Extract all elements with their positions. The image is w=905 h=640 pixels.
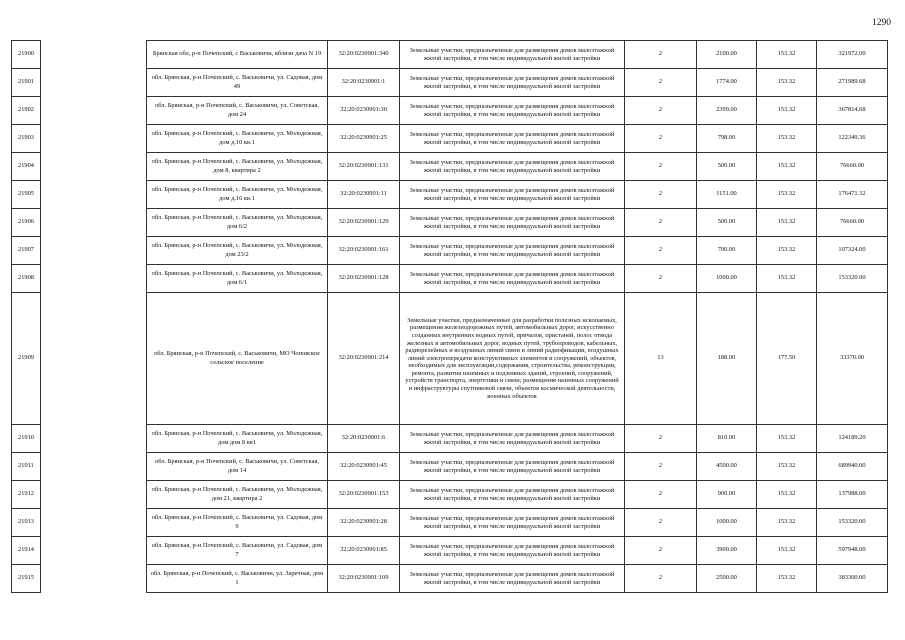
- address-cell: обл. Брянская, р-н Почепский, с. Васьковичи, ул. Советская, дом 24: [147, 97, 328, 125]
- land-use-cell: Земельные участки, предназначенные для размещения домов малоэтажной жилой застройки, в том числе индивидуальной жилой застройки: [400, 237, 625, 265]
- cadastral-value-cell: 597948.00: [817, 537, 888, 565]
- area-cell: 700.00: [697, 237, 757, 265]
- cadastral-number-cell: 32:20:0230901:161: [328, 237, 400, 265]
- rate-cell: 153.32: [757, 425, 817, 453]
- address-cell: обл. Брянская, р-н Почепский, с. Васьковичи, ул. Молодежная, дом дом 8 кв1: [147, 425, 328, 453]
- land-registry-table: [11, 40, 888, 593]
- cadastral-value-cell: 124189.20: [817, 425, 888, 453]
- cadastral-number-cell: 32:20:0230901:131: [328, 153, 400, 181]
- spacer-cell: [41, 293, 147, 425]
- use-group-cell: 2: [625, 453, 697, 481]
- table-row: [12, 481, 888, 509]
- row-id-cell: 21906: [12, 209, 41, 237]
- address-cell: обл. Брянская, р-н Почепский, с. Васьковичи, ул. Советская, дом 14: [147, 453, 328, 481]
- table-row: [12, 69, 888, 97]
- use-group-cell: 2: [625, 125, 697, 153]
- spacer-cell: [41, 41, 147, 69]
- land-use-cell: Земельные участки, предназначенные для размещения домов малоэтажной жилой застройки, в том числе индивидуальной жилой застройки: [400, 453, 625, 481]
- row-id-cell: 21905: [12, 181, 41, 209]
- rate-cell: 153.32: [757, 481, 817, 509]
- land-use-cell: Земельные участки, предназначенные для размещения домов малоэтажной жилой застройки, в том числе индивидуальной жилой застройки: [400, 181, 625, 209]
- area-cell: 1774.00: [697, 69, 757, 97]
- row-id-cell: 21901: [12, 69, 41, 97]
- address-cell: обл. Брянская, р-н Почепский, с. Васьковичи, ул. Молодежная, дом 6/2: [147, 209, 328, 237]
- land-use-cell: Земельные участки, предназначенные для размещения домов малоэтажной жилой застройки, в том числе индивидуальной жилой застройки: [400, 509, 625, 537]
- spacer-cell: [41, 125, 147, 153]
- page-number: 1290: [872, 18, 891, 28]
- row-id-cell: 21904: [12, 153, 41, 181]
- cadastral-value-cell: 107324.00: [817, 237, 888, 265]
- rate-cell: 153.32: [757, 565, 817, 593]
- cadastral-value-cell: 367814.68: [817, 97, 888, 125]
- area-cell: 500.00: [697, 153, 757, 181]
- table-row: [12, 537, 888, 565]
- cadastral-value-cell: 76660.00: [817, 153, 888, 181]
- cadastral-value-cell: 33370.00: [817, 293, 888, 425]
- rate-cell: 153.32: [757, 509, 817, 537]
- cadastral-value-cell: 321972.00: [817, 41, 888, 69]
- land-use-cell: Земельные участки, предназначенные для размещения домов малоэтажной жилой застройки, в том числе индивидуальной жилой застройки: [400, 537, 625, 565]
- row-id-cell: 21912: [12, 481, 41, 509]
- cadastral-number-cell: 32:20:0230901:129: [328, 209, 400, 237]
- use-group-cell: 2: [625, 69, 697, 97]
- rate-cell: 153.32: [757, 69, 817, 97]
- spacer-cell: [41, 425, 147, 453]
- cadastral-value-cell: 383300.00: [817, 565, 888, 593]
- land-use-cell: Земельные участки, предназначенные для размещения домов малоэтажной жилой застройки, в том числе индивидуальной жилой застройки: [400, 565, 625, 593]
- cadastral-value-cell: 76660.00: [817, 209, 888, 237]
- row-id-cell: 21913: [12, 509, 41, 537]
- cadastral-value-cell: 153320.00: [817, 265, 888, 293]
- table-row: [12, 97, 888, 125]
- use-group-cell: 2: [625, 97, 697, 125]
- row-id-cell: 21915: [12, 565, 41, 593]
- rate-cell: 153.32: [757, 153, 817, 181]
- use-group-cell: 2: [625, 153, 697, 181]
- spacer-cell: [41, 97, 147, 125]
- row-id-cell: 21911: [12, 453, 41, 481]
- row-id-cell: 21908: [12, 265, 41, 293]
- land-use-cell: Земельные участки, предназначенные для размещения домов малоэтажной жилой застройки, в том числе индивидуальной жилой застройки: [400, 153, 625, 181]
- use-group-cell: 2: [625, 425, 697, 453]
- cadastral-number-cell: 32:20:0230901:128: [328, 265, 400, 293]
- use-group-cell: 2: [625, 181, 697, 209]
- cadastral-value-cell: 122349.36: [817, 125, 888, 153]
- cadastral-number-cell: 32:20:0230901:25: [328, 125, 400, 153]
- cadastral-number-cell: 32:20:0230901:45: [328, 453, 400, 481]
- address-cell: обл. Брянская, р-н Почепский, с. Васьковичи, ул. Молодежная, дом д.10 кв.1: [147, 125, 328, 153]
- land-use-cell: Земельные участки, предназначенные для размещения домов малоэтажной жилой застройки, в том числе индивидуальной жилой застройки: [400, 41, 625, 69]
- rate-cell: 177.50: [757, 293, 817, 425]
- cadastral-value-cell: 153320.00: [817, 509, 888, 537]
- row-id-cell: 21902: [12, 97, 41, 125]
- address-cell: обл. Брянская, р-н Почепский, с. Васьковичи, ул. Молодежная, дом 23/2: [147, 237, 328, 265]
- area-cell: 1000.00: [697, 265, 757, 293]
- land-use-cell: Земельные участки, предназначенные для размещения домов малоэтажной жилой застройки, в том числе индивидуальной жилой застройки: [400, 481, 625, 509]
- spacer-cell: [41, 453, 147, 481]
- rate-cell: 153.32: [757, 453, 817, 481]
- area-cell: 500.00: [697, 209, 757, 237]
- spacer-cell: [41, 69, 147, 97]
- table-row: [12, 509, 888, 537]
- address-cell: обл. Брянская, р-н Почепский, с. Васьковичи, ул. Молодежная, дом 6/1: [147, 265, 328, 293]
- rate-cell: 153.32: [757, 125, 817, 153]
- land-use-cell: Земельные участки, предназначенные для размещения домов малоэтажной жилой застройки, в том числе индивидуальной жилой застройки: [400, 97, 625, 125]
- use-group-cell: 2: [625, 537, 697, 565]
- address-cell: обл. Брянская, р-н Почепский, с. Васьковичи, ул. Садовая, дом 49: [147, 69, 328, 97]
- table-row: [12, 209, 888, 237]
- table-row: [12, 425, 888, 453]
- rate-cell: 153.32: [757, 537, 817, 565]
- rate-cell: 153.32: [757, 265, 817, 293]
- area-cell: 1151.00: [697, 181, 757, 209]
- table-row: [12, 237, 888, 265]
- land-use-cell: Земельные участки, предназначенные для разработки полезных ископаемых, размещения железнодорожных путей, автомобильных дорог, искусственно созданных внутренних водных путей, причалов, пристаней, полос отвода железных и автомобильных дорог, водных путей, трубопроводов, кабельных, радиорелейных и воздушных линий связи и линий радиофикации, воздушных линий электропередачи конструктивных элементов и сооружений, объектов, необходимых для эксплуатации,содержания, строительства, реконструкции, ремонта, развития наземных и подземных зданий, строений, сооружений, устройств транспорта, энергетики и связи; размещения наземных сооружений и инфраструктуры спутниковой связи, объектов космической деятельности, военных объектов: [400, 293, 625, 425]
- use-group-cell: 2: [625, 265, 697, 293]
- spacer-cell: [41, 509, 147, 537]
- spacer-cell: [41, 153, 147, 181]
- cadastral-value-cell: 176471.32: [817, 181, 888, 209]
- rate-cell: 153.32: [757, 209, 817, 237]
- address-cell: обл. Брянская, р-н Почепский, с. Васьковичи, ул. Садовая, дом 9: [147, 509, 328, 537]
- table-row: [12, 453, 888, 481]
- area-cell: 2100.00: [697, 41, 757, 69]
- use-group-cell: 13: [625, 293, 697, 425]
- cadastral-number-cell: 32:20:0230901:214: [328, 293, 400, 425]
- cadastral-value-cell: 137988.00: [817, 481, 888, 509]
- area-cell: 2399.00: [697, 97, 757, 125]
- land-use-cell: Земельные участки, предназначенные для размещения домов малоэтажной жилой застройки, в том числе индивидуальной жилой застройки: [400, 209, 625, 237]
- cadastral-number-cell: 32:20:0230901:340: [328, 41, 400, 69]
- rate-cell: 153.32: [757, 41, 817, 69]
- address-cell: обл. Брянская, р-н Почепский, с. Васьковичи, ул. Молодежная, дом 21, квартира 2: [147, 481, 328, 509]
- row-id-cell: 21914: [12, 537, 41, 565]
- land-use-cell: Земельные участки, предназначенные для размещения домов малоэтажной жилой застройки, в том числе индивидуальной жилой застройки: [400, 69, 625, 97]
- use-group-cell: 2: [625, 209, 697, 237]
- table-row: [12, 41, 888, 69]
- cadastral-number-cell: 32:20:0230901:153: [328, 481, 400, 509]
- area-cell: 188.00: [697, 293, 757, 425]
- area-cell: 2500.00: [697, 565, 757, 593]
- use-group-cell: 2: [625, 565, 697, 593]
- table-row: [12, 125, 888, 153]
- table-row: [12, 181, 888, 209]
- use-group-cell: 2: [625, 237, 697, 265]
- spacer-cell: [41, 265, 147, 293]
- area-cell: 3900.00: [697, 537, 757, 565]
- spacer-cell: [41, 237, 147, 265]
- table-row: [12, 565, 888, 593]
- row-id-cell: 21910: [12, 425, 41, 453]
- row-id-cell: 21903: [12, 125, 41, 153]
- cadastral-number-cell: 32:20:0230901:6: [328, 425, 400, 453]
- land-use-cell: Земельные участки, предназначенные для размещения домов малоэтажной жилой застройки, в том числе индивидуальной жилой застройки: [400, 425, 625, 453]
- rate-cell: 153.32: [757, 97, 817, 125]
- rate-cell: 153.32: [757, 181, 817, 209]
- spacer-cell: [41, 209, 147, 237]
- area-cell: 900.00: [697, 481, 757, 509]
- cadastral-value-cell: 271989.68: [817, 69, 888, 97]
- cadastral-number-cell: 32:20:0230901:28: [328, 509, 400, 537]
- address-cell: обл. Брянская, р-н Почепский, с. Васьковичи, ул. Молодежная, дом 8, квартира 2: [147, 153, 328, 181]
- rate-cell: 153.32: [757, 237, 817, 265]
- area-cell: 4500.00: [697, 453, 757, 481]
- address-cell: обл. Брянская, р-н Почепский, с. Васьковичи, ул. Молодежная, дом д.16 кв.1: [147, 181, 328, 209]
- row-id-cell: 21907: [12, 237, 41, 265]
- area-cell: 798.00: [697, 125, 757, 153]
- address-cell: обл. Брянская, р-н Почепский, с. Васьковичи, ул. Садовая, дом 7: [147, 537, 328, 565]
- use-group-cell: 2: [625, 41, 697, 69]
- spacer-cell: [41, 565, 147, 593]
- use-group-cell: 2: [625, 509, 697, 537]
- land-use-cell: Земельные участки, предназначенные для размещения домов малоэтажной жилой застройки, в том числе индивидуальной жилой застройки: [400, 265, 625, 293]
- address-cell: Брянская обл, р-н Почепский, с Васьковичи, вблизи дача N 19: [147, 41, 328, 69]
- table-row: [12, 293, 888, 425]
- area-cell: 1000.00: [697, 509, 757, 537]
- cadastral-number-cell: 32:20:0230901:30: [328, 97, 400, 125]
- spacer-cell: [41, 537, 147, 565]
- address-cell: обл. Брянская, р-н Почепский, с. Васьковичи, МО Чоповское сельское поселение: [147, 293, 328, 425]
- area-cell: 810.00: [697, 425, 757, 453]
- cadastral-number-cell: 32:20:0230901:109: [328, 565, 400, 593]
- cadastral-number-cell: 32:20:0230901:85: [328, 537, 400, 565]
- cadastral-number-cell: 32:20:0230901:1: [328, 69, 400, 97]
- address-cell: обл. Брянская, р-н Почепский, с. Васьковичи, ул. Заречная, дом 1: [147, 565, 328, 593]
- row-id-cell: 21909: [12, 293, 41, 425]
- spacer-cell: [41, 481, 147, 509]
- use-group-cell: 2: [625, 481, 697, 509]
- cadastral-value-cell: 689940.00: [817, 453, 888, 481]
- table-row: [12, 265, 888, 293]
- table-body: [12, 41, 888, 593]
- spacer-cell: [41, 181, 147, 209]
- table-row: [12, 153, 888, 181]
- row-id-cell: 21900: [12, 41, 41, 69]
- land-use-cell: Земельные участки, предназначенные для размещения домов малоэтажной жилой застройки, в том числе индивидуальной жилой застройки: [400, 125, 625, 153]
- cadastral-number-cell: 32:20:0230901:11: [328, 181, 400, 209]
